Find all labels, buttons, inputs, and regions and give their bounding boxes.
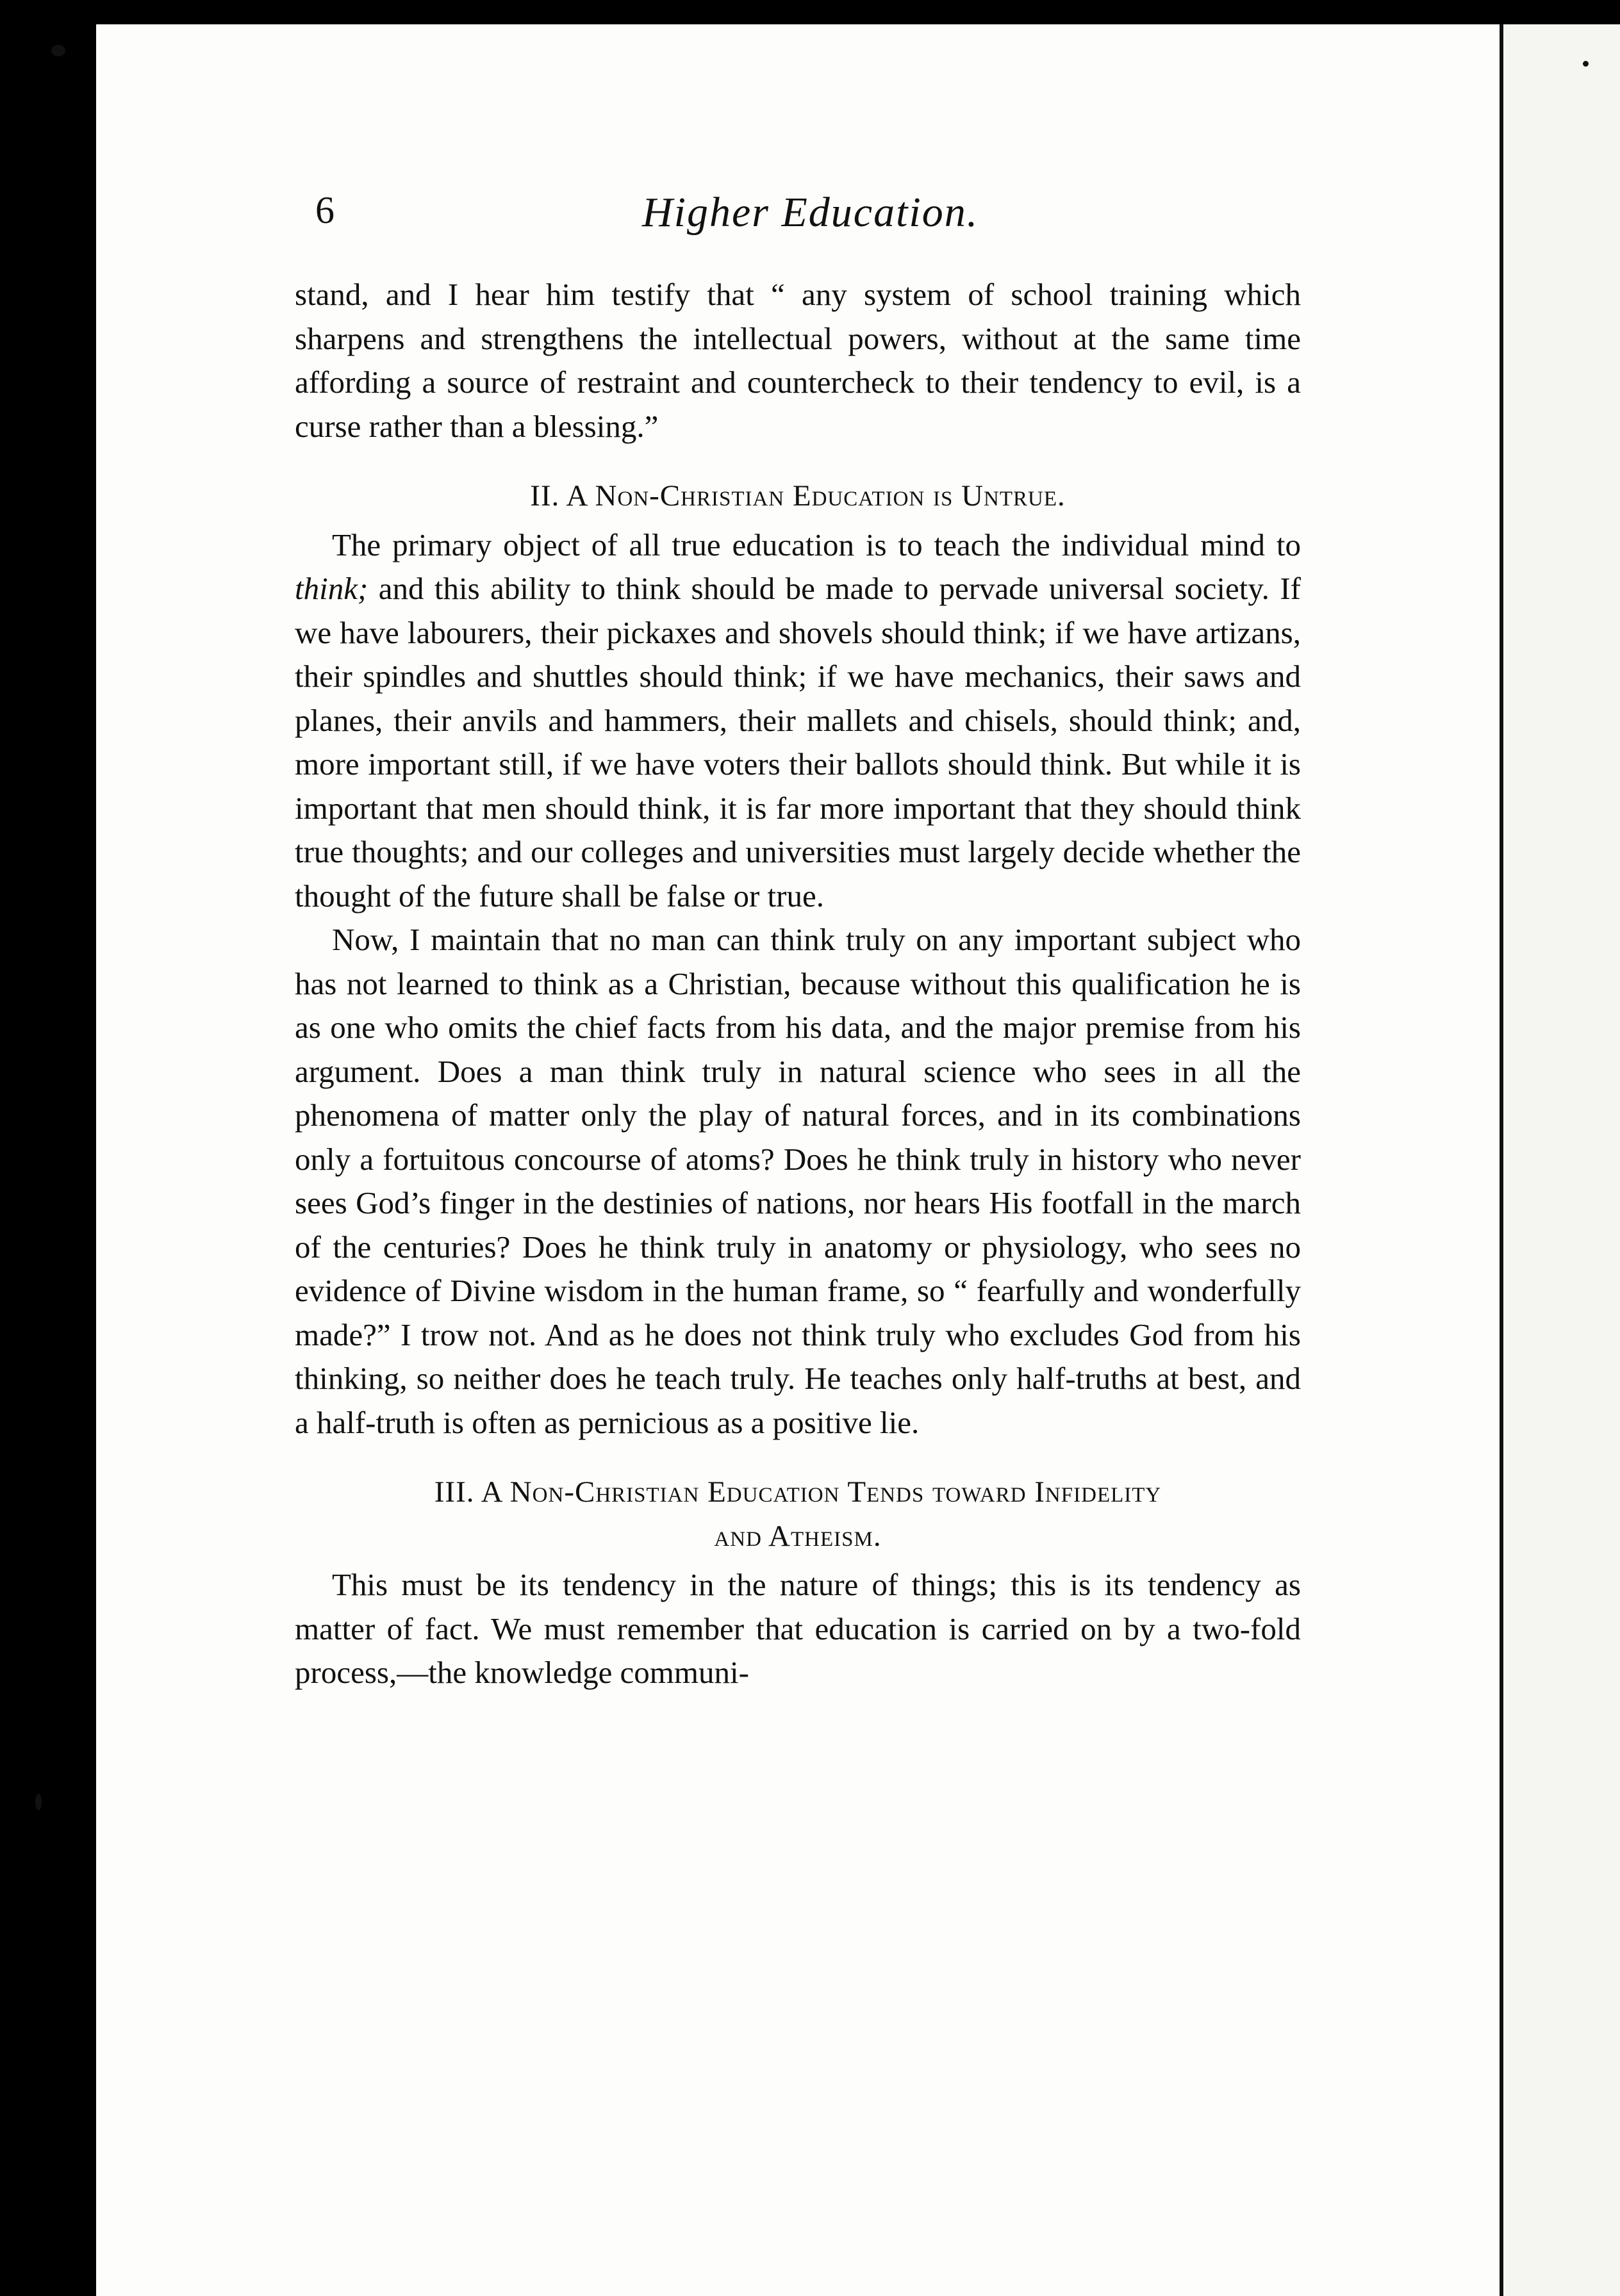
- section-heading-ii: II. A Non-Christian Education is Untrue.: [530, 479, 1066, 512]
- page-number: 6: [315, 189, 335, 231]
- body-text: [295, 273, 1301, 1695]
- emphasis-think: think;: [295, 571, 368, 606]
- paragraph-tendency: This must be its tendency in the nature of things; this is its tendency as matter of fact. We must remember that education is carried on by a two-fold process,—the knowledge communi-: [295, 1567, 1301, 1690]
- scan-border-top: [0, 0, 1620, 24]
- paragraph-think-truly: Now, I maintain that no man can think truly on any important subject who has not learned to think as a Christian, because without this qualification he is as one who omits the chief facts from his data, and the major premise from his argument. Does a man think truly in natural science who sees in all the phenomena of matter only the play of natural forces, and in its combinations only a fortuitous concourse of atoms? Does he think truly in history who never sees God’s finger in the destinies of nations, nor hears His footfall in the march of the centuries? Does he think truly in anatomy or physiology, who sees no evidence of Divine wisdom in the human frame, so “ fearfully and wonderfully made?” I trow not. And as he does not think truly who excludes God from his thinking, so neither does he teach truly. He teaches only half-truths at best, and a half-truth is often as pernicious as a positive lie.: [295, 922, 1301, 1440]
- scan-border-left: [0, 0, 96, 2296]
- adjacent-page-strip: [1503, 24, 1620, 2296]
- page-header: [315, 188, 1321, 246]
- dust-speck: [1583, 61, 1589, 67]
- running-title: Higher Education.: [642, 189, 979, 236]
- paragraph-continuation: stand, and I hear him testify that “ any system of school training which sharpens and strengthens the intellectual powers, without at the same time affording a source of restraint and countercheck to their tendency to evil, is a curse rather than a blessing.”: [295, 277, 1301, 444]
- dust-speck: [35, 1794, 42, 1810]
- dust-speck: [51, 45, 65, 56]
- section-heading-iii: III. A Non-Christian Education Tends toward Infidelity and Atheism.: [434, 1475, 1162, 1553]
- paragraph-primary-object: The primary object of all true education is to teach the individual mind to think; and this ability to think should be made to pervade universal society. If we have labourers, their pickaxes and shovels should think; if we have artizans, their spindles and shuttles should think; if we have mechanics, their saws and planes, their anvils and hammers, their mallets and chisels, should think; and, more important still, if we have voters their ballots should think. But while it is important that men should think, it is far more important that they should think true thoughts; and our colleges and universities must largely decide whether the thought of the future shall be false or true.: [295, 527, 1301, 914]
